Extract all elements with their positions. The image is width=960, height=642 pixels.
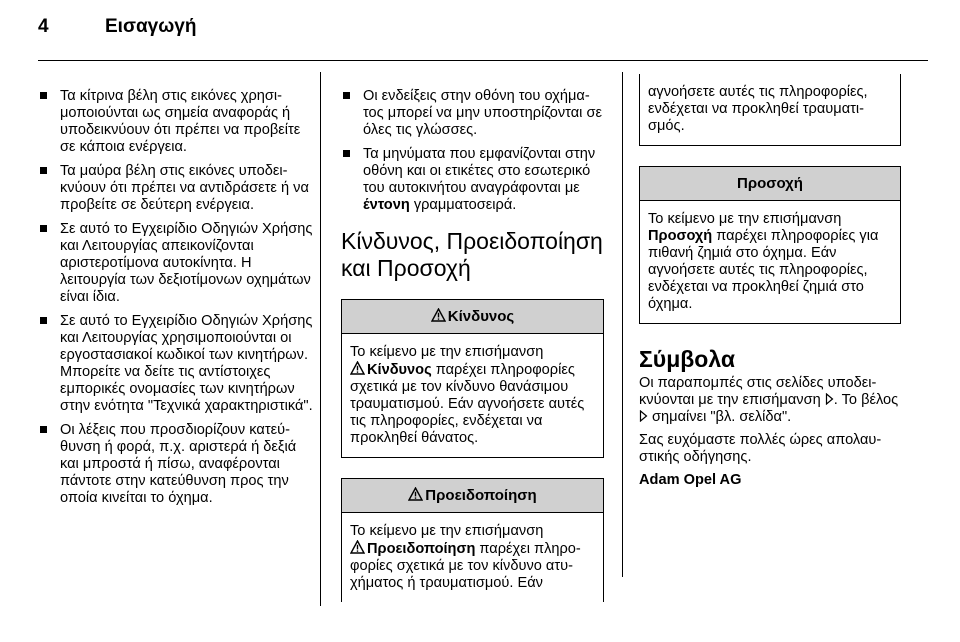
danger-box-title xyxy=(342,300,603,334)
column-2 xyxy=(341,88,604,602)
box-text: Το κείμενο με την επισήμανση xyxy=(350,344,544,360)
list-item: Τα κίτρινα βέλη στις εικόνες χρησιμοποιούνται ως σημεία αναφοράς ή υποδεικνύουν ότι πρέπει να προβείτε σε κάποια ενέργεια. xyxy=(38,88,314,156)
warning-triangle-icon xyxy=(431,308,446,322)
page-reference-arrow-icon xyxy=(639,410,648,422)
caution-box-body xyxy=(640,201,900,323)
box-text: Το κείμενο με την επισήμανση xyxy=(648,211,842,227)
column-3 xyxy=(639,74,901,495)
section-title-hazards: Κίνδυνος, Προειδοποίηση και Προσοχή xyxy=(341,228,603,281)
box-text: Το κείμενο με την επισήμανση xyxy=(350,523,544,539)
bullet-list-1 xyxy=(38,88,314,507)
page-title: Εισαγωγή xyxy=(105,16,197,37)
warning-triangle-icon xyxy=(350,361,365,375)
warning-continued-body: αγνοήσετε αυτές τις πληροφορίες, ενδέχεται να προκληθεί τραυματισμός. xyxy=(648,84,868,134)
warning-box-continued xyxy=(639,74,901,146)
header-rule xyxy=(38,60,928,61)
page-reference-arrow-icon xyxy=(825,393,834,405)
list-item: Οι λέξεις που προσδιορίζουν κατεύθυνση ή φορά, π.χ. αριστερά ή δεξιά και μπροστά ή πίσω, αναφέρονται πάντοτε στην κατεύθυνση προς την οποία κινείται το όχημα. xyxy=(38,422,314,507)
column-1 xyxy=(38,88,314,514)
warning-title-text: Προειδοποίηση xyxy=(425,487,537,504)
paragraph-text: . Το βέλος xyxy=(833,392,899,408)
list-item: Τα μαύρα βέλη στις εικόνες υποδεικνύουν ότι πρέπει να αντιδράσετε ή να προβείτε σε δεύτερη ενέργεια. xyxy=(38,163,314,214)
box-text: παρέχει πληροφορίες σχετικά με τον κίνδυνο ατυχήματος ή τραυματισμού. Εάν xyxy=(350,541,581,591)
page-number: 4 xyxy=(38,16,49,37)
symbols-paragraph-1 xyxy=(639,375,901,426)
list-item: Οι ενδείξεις στην οθόνη του οχήματος μπορεί να μην υποστηρίζονται σε όλες τις γλώσσες. xyxy=(341,88,604,139)
symbols-paragraph-2: Σας ευχόμαστε πολλές ώρες απολαυστικής οδήγησης. xyxy=(639,432,882,465)
bold-word: έντονη xyxy=(363,197,410,213)
paragraph-text: σημαίνει "βλ. σελίδα". xyxy=(648,409,792,425)
danger-title-text: Κίνδυνος xyxy=(447,308,515,325)
warning-triangle-icon xyxy=(350,540,365,554)
column-separator-1 xyxy=(320,72,321,606)
column-separator-2 xyxy=(622,72,623,577)
company-name: Adam Opel AG xyxy=(639,472,742,488)
warning-triangle-icon xyxy=(408,487,423,501)
warning-box-body xyxy=(342,513,603,602)
bullet-text: γραμματοσειρά. xyxy=(409,197,517,213)
bold-word: Κίνδυνος xyxy=(367,362,432,378)
caution-box-title: Προσοχή xyxy=(640,167,900,201)
bullet-list-2 xyxy=(341,88,604,214)
warning-box xyxy=(341,478,604,602)
list-item: Σε αυτό το Εγχειρίδιο Οδηγιών Χρήσης και Λειτουργίας χρησιμοποιούνται οι εργοστασιακοί κωδικοί των κινητήρων. Μπορείτε να δείτε τις αντίστοιχες εμπορικές ονομασίες των κινητήρων στην ενότητα "Τεχνικά χαρακτηριστικά". xyxy=(38,313,314,415)
list-item xyxy=(341,146,604,214)
box-text: παρέχει πληροφορίες σχετικά με τον κίνδυνο θανάσιμου τραυματισμού. Εάν αγνοήσετε αυτές τις πληροφορίες, ενδέχεται να προκληθεί θάνατος. xyxy=(350,362,585,446)
danger-box-body xyxy=(342,334,603,457)
paragraph-text: Οι παραπομπές στις σελίδες υποδεικνύονται με την επισήμανση xyxy=(639,375,877,408)
danger-box xyxy=(341,299,604,458)
bullet-text: Τα μηνύματα που εμφανίζονται στην οθόνη και οι ετικέτες στο εσωτερικό του αυτοκινήτου αναγράφονται με xyxy=(363,146,596,196)
warning-box-title xyxy=(342,479,603,513)
section-title-symbols: Σύμβολα xyxy=(639,346,735,372)
list-item: Σε αυτό το Εγχειρίδιο Οδηγιών Χρήσης και Λειτουργίας απεικονίζονται αριστεροτίμονα αυτοκίνητα. Η λειτουργία των δεξιοτίμονων οχημάτων είναι ίδια. xyxy=(38,221,314,306)
bold-word: Προσοχή xyxy=(648,228,713,244)
caution-box xyxy=(639,166,901,324)
box-text: παρέχει πληροφορίες για πιθανή ζημιά στο όχημα. Εάν αγνοήσετε αυτές τις πληροφορίες, ενδέχεται να προκληθεί ζημιά στο όχημα. xyxy=(648,228,879,312)
bold-word: Προειδοποίηση xyxy=(367,541,476,557)
